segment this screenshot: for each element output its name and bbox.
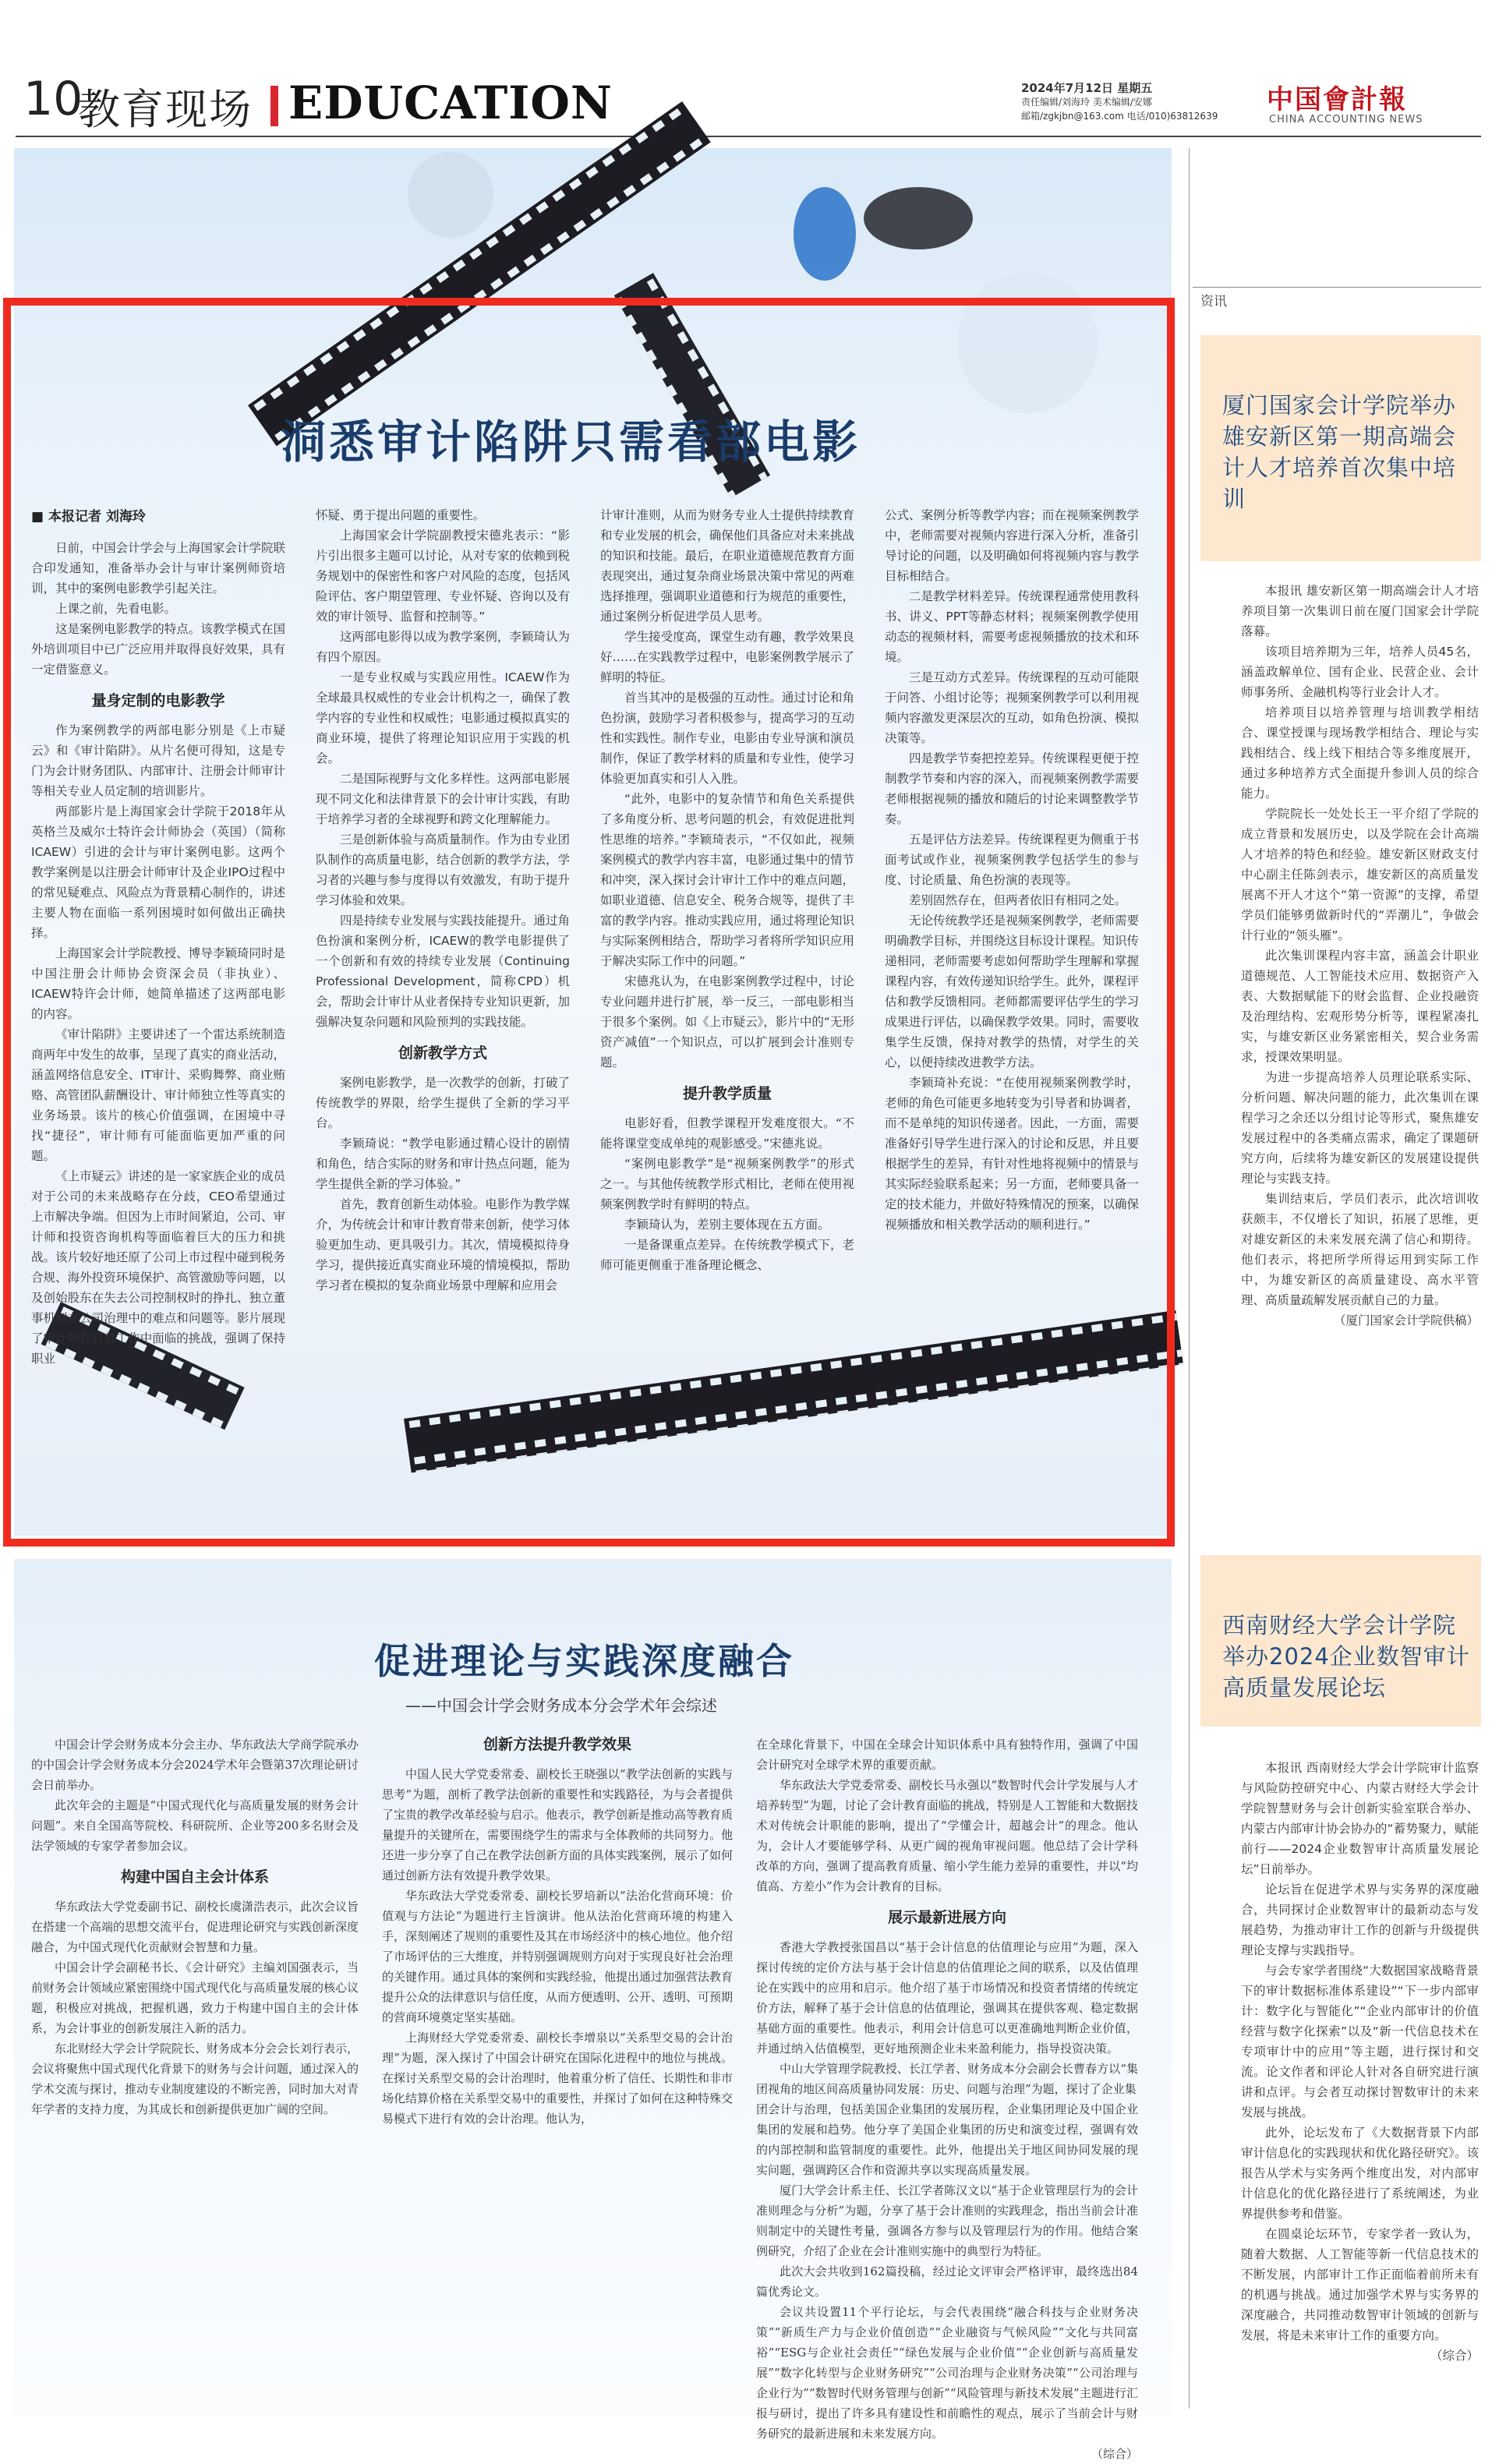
paragraph: 学院院长一处处长王一平介绍了学院的成立背景和发展历史，以及学院在会计高端人才培养的特色和经验。雄安新区财政支付中心副主任陈剑表示，雄安新区的高质量发展离不开人才这个“第一资源”的支撑，希望学员们能够勇做新时代的“弄潮儿”，争做会计行业的“领头雁”。 [1241, 807, 1479, 942]
issue-meta [1021, 81, 1218, 123]
paragraph: 华东政法大学党委常委、副校长马永强以“数智时代会计学发展与人才培养转型”为题，讨论了会计教育面临的挑战，特别是人工智能和大数据技术对传统会计职能的影响，提出了“学懂会计，超越会计”的理念。他认为，会计人才要能够学科、从更广阔的视角审视问题。他总结了会计学科改革的方向，强调了提高教育质量、缩小学生能力差异的重要性，并以“均值高、方差小”作为会计教育的目标。 [756, 1778, 1138, 1893]
paragraph: 华东政法大学党委常委、副校长罗培新以“法治化营商环境：价值观与方法论”为题进行主旨演讲。他从法治化营商环境的构建入手，深刻阐述了规则的重要性及其在市场经济中的核心地位。他介绍了市场评估的三大维度，并特别强调规则方向对于实现良好社会治理的关键作用。通过具体的案例和实践经验，他提出通过加强营法教育提升公众的法律意识与信任度，从而方便透明、公开、透明、可预期的营商环境奠定坚实基础。 [382, 1889, 734, 2024]
newspaper-logo-en: CHINA ACCOUNTING NEWS [1269, 114, 1423, 125]
paragraph: 李颖琦说：“教学电影通过精心设计的剧情和角色，结合实际的财务和审计热点问题，能为学生提供全新的学习体验。” [316, 1137, 570, 1191]
article-column-2 [316, 505, 570, 1296]
paragraph: 两部影片是上海国家会计学院于2018年从英格兰及威尔士特许会计师协会（英国）（简称ICAEW）引进的会计与审计案例电影。这两个教学案例是以注册会计师审计及企业IPO过程中的常见疑难点、风险点为背景精心制作的，讲述主要人物在面临一系列困境时如何做出正确抉择。 [31, 804, 285, 940]
paragraph: 这是案例电影教学的特点。该教学模式在国外培训项目中已广泛应用并取得良好效果，具有一定借鉴意义。 [31, 622, 285, 677]
paragraph: 华东政法大学党委副书记、副校长虞潇浩表示，此次会议旨在搭建一个高端的思想交流平台，促进理论研究与实践创新深度融合，为中国式现代化贡献财会智慧和力量。 [31, 1900, 359, 1954]
paragraph: 该项目培养期为三年，培养人员45名，涵盖政解单位、国有企业、民营企业、会计师事务所、金融机构等行业会计人才。 [1241, 645, 1479, 699]
sidebar-article-1 [1241, 581, 1479, 1331]
paragraph: 在圆桌论坛环节，专家学者一致认为，随着大数据、人工智能等新一代信息技术的不断发展，内部审计工作正面临着前所未有的机遇与挑战。通过加强学术界与实务界的深度融合，共同推动数智审计领域的创新与发展，将是未来审计工作的重要方向。 [1241, 2227, 1479, 2342]
section-title-en: EDUCATION [288, 76, 613, 129]
signature: （厦门国家会计学院供稿） [1333, 1313, 1479, 1327]
article-column-4 [885, 505, 1139, 1235]
section-heading: 创新方法提升教学效果 [483, 1736, 631, 1753]
section-heading: 构建中国自主会计体系 [120, 1868, 269, 1886]
sidebar-headline-1: 厦门国家会计学院举办雄安新区第一期高端会计人才培养首次集中培训 [1222, 392, 1457, 512]
paragraph: 此次年会的主题是“中国式现代化与高质量发展的财务会计问题”。来自全国高等院校、科研院所、企业等200多名财会及法学领域的专家学者参加会议。 [31, 1798, 359, 1853]
paragraph: 四是持续专业发展与实践技能提升。通过角色扮演和案例分析，ICAEW的教学电影提供了一个创新和有效的持续专业发展（Continuing Professional Development，简称CPD）机会，帮助会计审计从业者保持专业知识更新，加强解决复杂问题和风险预判的实践技能。 [316, 914, 570, 1029]
paragraph: 这两部电影得以成为教学案例，李颖琦认为有四个原因。 [316, 630, 570, 664]
paragraph: “案例电影教学”是“视频案例教学”的形式之一。与其他传统教学形式相比，老师在使用视频案例教学时有鲜明的特点。 [600, 1157, 854, 1211]
paragraph: 首当其冲的是极强的互动性。通过讨论和角色扮演，鼓励学习者积极参与，提高学习的互动性和实践性。制作专业，电影由专业导演和演员制作，保证了教学材料的质量和专业性，使学习体验更加真实和引人入胜。 [600, 691, 854, 786]
article2-column-2 [382, 1734, 733, 2129]
section-heading: 量身定制的电影教学 [91, 692, 225, 709]
paragraph: 此次大会共收到162篇投稿，经过论文评审会严格评审，最终选出84篇优秀论文。 [756, 2264, 1138, 2299]
signature: （综合） [1430, 2349, 1479, 2363]
paragraph: 李颖琦认为，差别主要体现在五方面。 [624, 1218, 830, 1232]
paragraph: 此外，论坛发布了《大数据背景下内部审计信息化的实践现状和优化路径研究》。该报告从学术与实务两个维度出发，对内部审计信息化的优化路径进行了系统阐述，为业界提供参考和借鉴。 [1241, 2126, 1479, 2221]
paragraph: 五是评估方法差异。传统课程更为侧重于书面考试或作业，视频案例教学包括学生的参与度、讨论质量、角色扮演的表现等。 [885, 833, 1139, 887]
sidebar-article-2 [1241, 1758, 1479, 2366]
paragraph: 为进一步提高培养人员理论联系实际、分析问题、解决问题的能力，此次集训在课程学习之余还以分组讨论等形式，聚焦雄安发展过程中的各类痛点需求，确定了课题研究方向，后续将为雄安新区的发展建设提供理论与实践支持。 [1241, 1070, 1479, 1186]
masthead [0, 0, 1499, 148]
paragraph: 中国会计学会财务成本分会主办、华东政法大学商学院承办的中国会计学会财务成本分会2024学术年会暨第37次理论研讨会日前举办。 [31, 1738, 359, 1792]
paragraph: 四是教学节奏把控差异。传统课程更便于控制教学节奏和内容的深入，而视频案例教学需要老师根据视频的播放和随后的讨论来调整教学节奏。 [885, 751, 1139, 826]
section-title-cn: 教育现场 [78, 85, 253, 134]
section-heading: 展示最新进展方向 [887, 1909, 1006, 1926]
paragraph: 二是教学材料差异。传统课程通常使用教科书、讲义、PPT等静态材料；视频案例教学使用动态的视频材料，需要考虑视频播放的技术和环境。 [885, 589, 1139, 664]
paragraph: 会议共设置11个平行论坛，与会代表围绕“融合科技与企业财务决策”“新质生产力与企业价值创造”“企业融资与气候风险”“文化与共同富裕”“ESG与企业社会责任”“绿色发展与企业价值”“企业创新与高质量发展”“数字化转型与企业财务研究”“公司治理与企业财务决策”“公司治理与企业行为”“数智时代财务管理与创新”“风险管理与新技术发展”主题进行汇报与研讨，提出了许多具有建设性和前瞻性的观点，展示了当前会计与财务研究的最新进展和未来发展方向。 [756, 2305, 1138, 2441]
paragraph: 厦门大学会计系主任、长江学者陈汉文以“基于企业管理层行为的会计准则理念与分析”为题，分享了基于会计准则的实践理念，指出当前会计准则制定中的关键性考量，强调各方参与以及管理层行为的作用。他结合案例研究，介绍了企业在会计准则实施中的典型行为特征。 [756, 2183, 1138, 2258]
paragraph: 学生接受度高，课堂生动有趣，教学效果良好……在实践教学过程中，电影案例教学展示了鲜明的特征。 [600, 630, 854, 684]
contact-line: 邮箱/zgkjbn@163.com 电话/010)63812639 [1021, 111, 1218, 122]
paragraph: 论坛旨在促进学术界与实务界的深度融合，共同探讨企业数智审计的最新动态与发展趋势，为推动审计工作的创新与升级提供理论支撑与实践指导。 [1241, 1882, 1479, 1957]
paragraph: 二是国际视野与文化多样性。这两部电影展现不同文化和法律背景下的会计审计实践，有助于培养学习者的全球视野和跨文化理解能力。 [316, 772, 570, 826]
sidebar-rule [1193, 287, 1481, 288]
paragraph: 中国会计学会副秘书长、《会计研究》主编刘国强表示，当前财务会计领域应紧密围绕中国式现代化与高质量发展的核心议题，积极应对挑战，把握机遇，致力于构建中国自主的会计体系，为会计事业的创新发展注入新的活力。 [31, 1960, 359, 2035]
paragraph: 宋德兆认为，在电影案例教学过程中，讨论专业问题并进行扩展，举一反三，一部电影相当于很多个案例。如《上市疑云》，影片中的“无形资产减值”一个知识点，可以扩展到会计准则专题。 [600, 974, 854, 1069]
paragraph: 案例电影教学，是一次教学的创新，打破了传统教学的界限，给学生提供了全新的学习平台。 [316, 1076, 570, 1130]
newspaper-logo: 中国會計報 [1267, 84, 1407, 115]
paragraph: 日前，中国会计学会与上海国家会计学院联合印发通知，准备举办会计与审计案例师资培训，其中的案例电影教学引起关注。 [31, 541, 285, 596]
paragraph: 差别固然存在，但两者依旧有相同之处。 [909, 893, 1127, 907]
article2-subhead: ——中国会计学会财务成本分会学术年会综述 [405, 1696, 717, 1715]
paragraph: 三是创新体验与高质量制作。作为由专业团队制作的高质量电影，结合创新的教学方法，学习者的兴趣与参与度得以有效激发，有助于提升学习体验和效果。 [316, 833, 570, 907]
article2-headline: 促进理论与实践深度融合 [374, 1640, 794, 1682]
article-byline: ■ 本报记者 刘海玲 [31, 509, 146, 525]
paragraph: 《上市疑云》讲述的是一家家族企业的成员对于公司的未来战略存在分歧，CEO希望通过上市解决争端。但因为上市时间紧迫，公司、审计师和投资咨询机构等面临着巨大的压力和挑战。该片较好地还原了公司上市过程中碰到税务合规、海外投资环境保护、高管激励等问题，以及创始股东在失去公司控制权时的挣扎、独立董事机制在公司治理中的难点和问题等。影片展现了审计师在日常工作中面临的挑战，强调了保持职业 [31, 1169, 285, 1366]
paragraph: 在全球化背景下，中国在全球会计知识体系中具有独特作用，强调了中国会计研究对全球学术界的重要贡献。 [756, 1738, 1138, 1772]
paragraph: 公式、案例分析等教学内容；而在视频案例教学中，老师需要对视频内容进行深入分析，准备引导讨论的问题，以及明确如何将视频内容与教学目标相结合。 [885, 508, 1139, 583]
page-number: 10 [23, 72, 83, 126]
section-heading: 创新教学方式 [398, 1045, 487, 1062]
paragraph: 中国人民大学党委常委、副校长王晓强以“教学法创新的实践与思考”为题，剖析了教学法创新的重要性和实践路径，为与会者提供了宝贵的教学改革经验与启示。他表示，教学创新是推动高等教育质量提升的关键所在，需要围绕学生的需求与全体教师的共同努力。他还进一步分享了自己在教学法创新方面的具体实践案例，展示了如何通过创新方法有效提升教学效果。 [382, 1767, 734, 1882]
paragraph: 团会计与治理，包括美国企业集团的发展历程，企业集团理论及中国企业集团的发展和趋势。他分享了美国企业集团的历史和演变过程，强调有效的内部控制和监管制度的重要性。此外，他提出关于地区间协同发展的现实问题，强调跨区合作和资源共享以实现高质量发展。 [756, 2102, 1138, 2177]
paragraph: 本报讯 雄安新区第一期高端会计人才培养项目第一次集训日前在厦门国家会计学院落幕。 [1241, 584, 1479, 638]
signature: （综合） [1091, 2447, 1138, 2461]
sidebar-tag: 资讯 [1200, 294, 1227, 309]
paragraph: 一是备课重点差异。在传统教学模式下，老师可能更侧重于准备理论概念、 [600, 1238, 854, 1272]
paragraph: 无论传统教学还是视频案例教学，老师需要明确教学目标，并围绕这目标设计课程。知识传递相同，老师需要考虑如何帮助学生理解和掌握课程内容，有效传递知识给学生。此外，课程评估和教学反馈相同。老师都需要评估学生的学习成果进行评估，以确保教学效果。同时，需要收集学生反馈，保持对教学的热情，对学生的关心，以便持续改进教学方法。 [885, 914, 1139, 1069]
paragraph: 上海财经大学党委常委、副校长李增泉以“关系型交易的会计治理”为题，深入探讨了中国会计研究在国际化进程中的地位与挑战。在探讨关系型交易的会计治理时，他着重分析了信任、长期性和非市场化结算价格在关系型交易中的重要性，并探讨了如何在这种特殊交易模式下进行有效的会计治理。他认为， [382, 2031, 734, 2126]
paragraph: 此次集训课程内容丰富，涵盖会计职业道德规范、人工智能技术应用、数据资产入表、大数据赋能下的财会监督、企业投融资及治理结构、宏观形势分析等，课程紧凑扎实，与雄安新区业务紧密相关，契合业务需求，授课效果明显。 [1241, 949, 1479, 1064]
section-heading: 提升教学质量 [682, 1085, 772, 1102]
paragraph: 与会专家学者围绕“大数据国家战略背景下的审计数据标准体系建设”“下一步内部审计：数字化与智能化”“企业内部审计的价值经营与数字化探索”以及“新一代信息技术在专项审计中的应用”等主题，进行探讨和交流。论文作者和评论人针对各自研究进行演讲和点评。与会者互动探讨智数审计的未来发展与挑战。 [1241, 1964, 1479, 2119]
article-headline: 洞悉审计陷阱只需看部电影 [281, 415, 861, 468]
paragraph: 《审计陷阱》主要讲述了一个雷达系统制造商两年中发生的故事，呈现了真实的商业活动，涵盖网络信息安全、IT审计、采购舞弊、商业贿赂、高管团队薪酬设计、审计师独立性等真实的业务场景。该片的核心价值强调，在困境中寻找“捷径”，审计师有可能面临更加严重的问题。 [31, 1027, 285, 1163]
issue-date: 2024年7月12日 星期五 [1021, 81, 1153, 95]
paragraph: 上海国家会计学院教授、博导李颖琦同时是中国注册会计师协会资深会员（非执业）、ICAEW特许会计师，她简单描述了这两部电影的内容。 [31, 946, 285, 1021]
paragraph: 计审计准则，从而为财务专业人士提供持续教育和专业发展的机会，确保他们具备应对未来挑战的知识和技能。最后，在职业道德规范教育方面表现突出，通过复杂商业场景决策中常见的两难选择推理，强调职业道德和行为规范的重要性，通过案例分析促进学员人思考。 [600, 508, 854, 624]
paragraph: 电影好看，但教学课程开发难度很大。“不能将课堂变成单纯的观影感受。”宋德兆说。 [600, 1116, 854, 1151]
paragraph: 一是专业权威与实践应用性。ICAEW作为全球最具权威性的专业会计机构之一，确保了教学内容的专业性和权威性；电影通过模拟真实的商业环境，提供了将理论知识应用于实践的机会。 [316, 670, 570, 765]
paragraph: 东北财经大学会计学院院长、财务成本分会会长刘行表示，会议将聚焦中国式现代化背景下的财务与会计问题，通过深入的学术交流与探讨，推动专业制度建设的不断完善，同时加大对青年学者的支持力度，为其成长和创新提供更加广阔的空间。 [31, 2042, 359, 2116]
masthead-rule [16, 136, 1481, 137]
paragraph: 中山大学管理学院教授、长江学者、财务成本分会副会长曹春方以“集团视角的地区间高质量协同发展：历史、问题与治理”为题，探讨了企业集 [756, 2062, 1138, 2096]
paragraph: 李颖琦补充说：“在使用视频案例教学时，老师的角色可能更多地转变为引导者和协调者，而不是单纯的知识传递者。因此，一方面，需要准备好引导学生进行深入的讨论和反思，并且要根据学生的差异，有针对性地将视频中的情景与其实际经验联系起来；另一方面，老师要具备一定的技术能力，并做好特殊情况的预案，以确保视频播放和相关教学活动的顺利进行。” [885, 1076, 1139, 1232]
paragraph: 三是互动方式差异。传统课程的互动可能限于问答、小组讨论等；视频案例教学可以利用视频内容激发更深层次的互动，如角色扮演、模拟决策等。 [885, 670, 1139, 745]
sidebar-headline-2: 西南财经大学会计学院举办2024企业数智审计高质量发展论坛 [1222, 1612, 1470, 1701]
paragraph: 培养项目以培养管理与培训教学相结合、课堂授课与现场教学相结合、理论与实践相结合、线上线下相结合等多维度展开，通过多种培养方式全面提升参训人员的综合能力。 [1241, 705, 1479, 801]
paragraph: 本报讯 西南财经大学会计学院审计监察与风险防控研究中心、内蒙古财经大学会计学院智慧财务与会计创新实验室联合举办、内蒙古内部审计协会协办的“蓄势聚力，赋能前行——2024企业数智审计高质量发展论坛”日前举办。 [1241, 1761, 1479, 1876]
paragraph: 集训结束后，学员们表示，此次培训收获颇丰，不仅增长了知识，拓展了思维，更对雄安新区的未来发展充满了信心和期待。他们表示，将把所学所得运用到实际工作中，为雄安新区的高质量建设、高水平管理、高质量疏解发展贡献自己的力量。 [1241, 1192, 1479, 1307]
paragraph: 上海国家会计学院副教授宋德兆表示：“影片引出很多主题可以讨论，从对专家的依赖到税务规划中的保密性和客户对风险的态度，包括风险评估、客户期望管理、专业怀疑、咨询以及有效的审计领导、监督和控制等。” [316, 529, 570, 624]
article-column-1 [31, 538, 285, 1369]
article2-column-1 [31, 1734, 359, 2119]
editor-line: 责任编辑/刘海玲 美术编辑/安娜 [1021, 97, 1152, 108]
paragraph: 上课之前，先看电影。 [55, 602, 177, 616]
paragraph: 香港大学教授张国昌以“基于会计信息的估值理论与应用”为题，深入探讨传统的定价方法与基于会计信息的估值理论之间的联系，以及估值理论在实践中的应用和启示。他介绍了基于市场情况和投资者情绪的传统定价方法，解释了基于会计信息的估值理论，强调其在提供客观、稳定数据基础方面的重要性。他表示，利用会计信息可以更准确地判断企业价值，并通过纳入估值模型，更好地预测企业未来盈利能力，指导投资决策。 [756, 1940, 1138, 2056]
paragraph: 怀疑、勇于提出问题的重要性。 [316, 508, 486, 522]
sidebar-divider [1189, 148, 1190, 2409]
paragraph: “此外，电影中的复杂情节和角色关系提供了多角度分析、思考问题的机会，有效促进批判性思维的培养。”李颖琦表示，“不仅如此，视频案例模式的教学内容丰富，电影通过集中的情节和冲突，深入探讨会计审计工作中的难点问题，如职业道德、信息安全、税务合规等，提供了丰富的教学内容。推动实践应用，通过将理论知识与实际案例相结合，帮助学习者将所学知识应用于解决实际工作中的问题。” [600, 792, 854, 968]
article-column-3 [600, 505, 854, 1275]
paragraph: 作为案例教学的两部电影分别是《上市疑云》和《审计陷阱》。从片名便可得知，这是专门为会计财务团队、内部审计、注册会计师审计等相关专业人员定制的培训影片。 [31, 723, 285, 798]
paragraph: 首先，教育创新生动体验。电影作为教学媒介，为传统会计和审计教育带来创新，使学习体验更加生动、更具吸引力。其次，情境模拟待身学习，提供接近真实商业环境的情境模拟，帮助学习者在模拟的复杂商业场景中理解和应用会 [316, 1197, 570, 1292]
article2-column-3 [756, 1734, 1138, 2464]
section-divider [270, 86, 278, 126]
